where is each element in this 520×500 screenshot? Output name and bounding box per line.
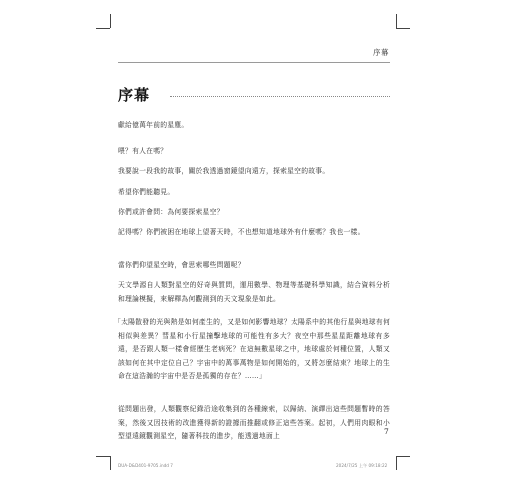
chapter-title: 序幕 bbox=[118, 86, 151, 104]
paragraph-7: 當你們仰望星空時，會思索哪些問題呢？ bbox=[118, 261, 245, 269]
title-dotted-rule bbox=[170, 96, 390, 97]
paragraph-2: 喂？有人在嗎？ bbox=[118, 147, 168, 155]
crop-mark-bottom-left-h bbox=[96, 456, 110, 457]
crop-mark-top-right-h bbox=[396, 28, 410, 29]
paragraph-6: 記得嗎？你們被困在地球上望著天時，不也想知道地球外有什麼嗎？我也一樣。 bbox=[118, 228, 365, 236]
print-slug-timestamp: 2024/7/25 上午 09:18:22 bbox=[336, 463, 388, 468]
paragraph-3: 我要說一段我的故事，關於我透過窗鏡望向遠方，探索星空的故事。 bbox=[118, 167, 330, 175]
page-number: 7 bbox=[384, 427, 389, 436]
print-slug-file: DUA-D&D401-9705.indd 7 bbox=[118, 463, 173, 468]
paragraph-5: 你們或許會問：為何要探索星空？ bbox=[118, 208, 224, 216]
crop-mark-bottom-right-v bbox=[396, 456, 397, 470]
paragraph-4: 希望你們能聽見。 bbox=[118, 188, 175, 196]
paragraph-10: 從問題出發，人類觀察紀錄沿途收集到的各種線索，以歸納、演繹出這些問題暫時的答案，然後又因技術的改進獲得新的證據而推翻或修正這些答案。起初，人們用肉眼和小型望遠鏡觀測星空，隨著科技的進步，能透過地面上 bbox=[118, 405, 390, 440]
crop-mark-top-left-v bbox=[110, 14, 111, 28]
running-header: 序幕 bbox=[373, 48, 389, 57]
crop-mark-top-right-v bbox=[396, 14, 397, 28]
paragraph-dedication: 獻給億萬年前的星塵。 bbox=[118, 121, 189, 129]
paragraph-8: 天文學源自人類對星空的好奇與質問，運用數學、物理等基礎科學知識，結合資料分析和理論模擬，來解釋為何觀測到的天文現象是如此。 bbox=[118, 281, 390, 303]
paragraph-quote: 「太陽散發的光與熱是如何產生的，又是如何影響地球？太陽系中的其他行星與地球有何相似與差異？彗星和小行星撞擊地球的可能性有多大？夜空中那些星星距離地球有多遠，是否跟人類一樣會經歷生老病死？在這無數星球之中，地球處於何種位置，人類又該如何在其中定位自己？宇宙中的萬事萬物是如何開始的，又將怎麼結束？地球上的生命在這浩瀚的宇宙中是否是孤獨的存在？……」 bbox=[114, 318, 390, 380]
crop-mark-top-left-h bbox=[96, 28, 110, 29]
crop-mark-bottom-right-h bbox=[396, 456, 410, 457]
crop-mark-bottom-left-v bbox=[110, 456, 111, 470]
header-divider bbox=[118, 62, 390, 63]
